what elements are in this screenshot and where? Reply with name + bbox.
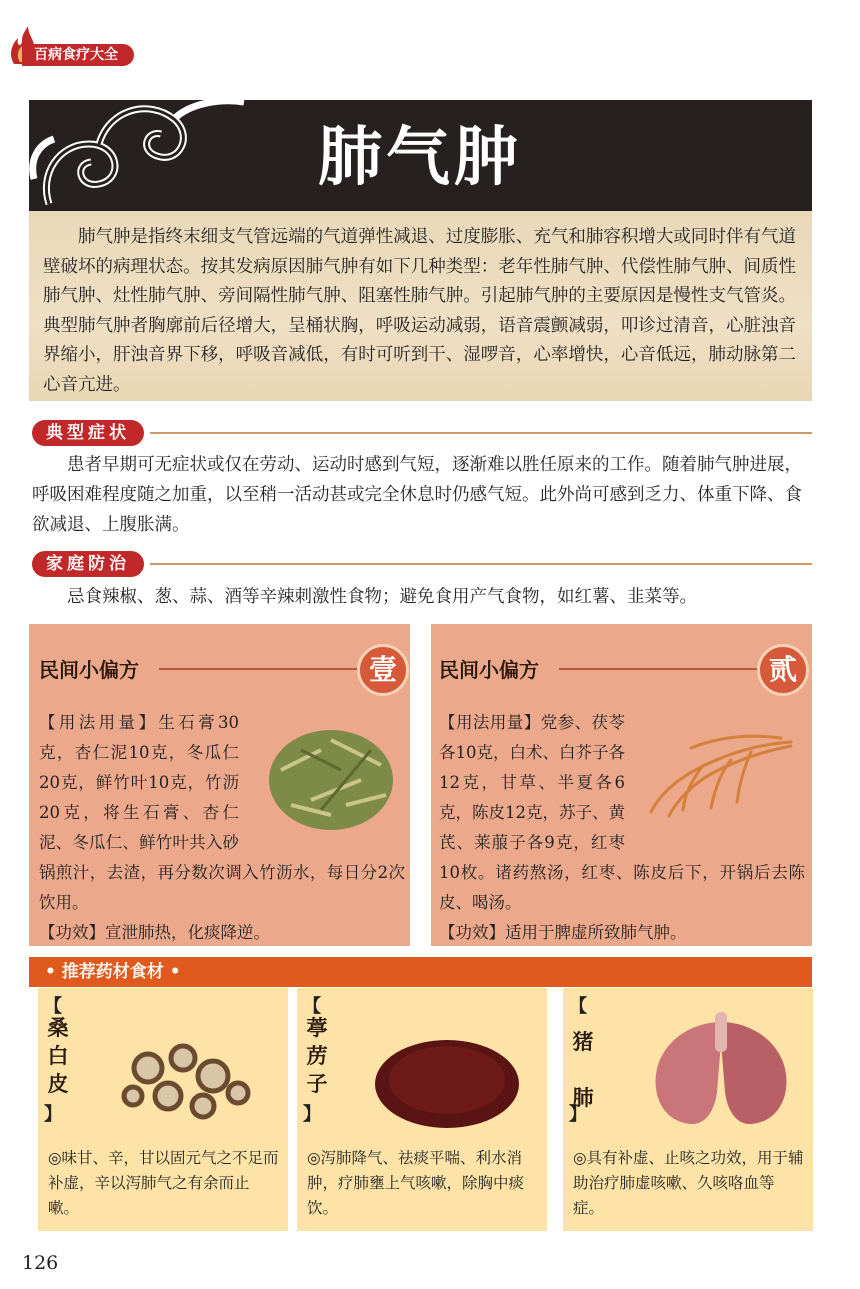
usage-label: 【用法用量】 <box>39 713 159 732</box>
image-wrap-spacer <box>625 708 805 858</box>
pig-lung-icon <box>641 1012 801 1132</box>
symptoms-body: 患者早期可无症状或仅在劳动、运动时感到气短，逐渐难以胜任原来的工作。随着肺气肿进展，呼吸困难程度随之加重，以至稍一活动甚或完全休息时仍感气短。此外尚可感到乏力、体重下降、食欲减退、上腹胀满。 <box>32 455 802 535</box>
effect-label: 【功效】 <box>439 923 505 942</box>
divider <box>559 668 759 670</box>
bracket-top: 【 <box>44 996 62 1017</box>
remedy-card-2 <box>431 624 812 946</box>
recommend-heading: • 推荐药材食材 • <box>29 957 812 987</box>
remedy-card-1 <box>29 624 410 946</box>
herb-desc: ◎味甘、辛，甘以固元气之不足而补虚，辛以泻肺气之有余而止嗽。 <box>48 1149 279 1217</box>
prevention-body: 忌食辣椒、葱、蒜、酒等辛辣刺激性食物；避免食用产气食物，如红薯、韭菜等。 <box>67 587 697 607</box>
image-wrap-spacer <box>239 708 405 858</box>
herb-name: 猪肺 <box>572 1029 594 1110</box>
intro-text: 肺气肿是指终末细支气管远端的气道弹性减退、过度膨胀、充气和肺容积增大或同时伴有气道壁破坏的病理状态。按其发病原因肺气肿有如下几种类型：老年性肺气肿、代偿性肺气肿、间质性肺气肿、灶性肺气肿、旁间隔性肺气肿、阻塞性肺气肿。引起肺气肿的主要原因是慢性支气管炎。典型肺气肿者胸廓前后径增大，呈桶状胸，呼吸运动减弱，语音震颤减弱，叩诊过清音，心脏浊音界缩小，肝浊音界下移，呼吸音减低，有时可听到干、湿啰音，心率增快，心音低远，肺动脉第二心音亢进。 <box>43 227 796 395</box>
remedy-badge: 贰 <box>757 644 809 696</box>
herb-card-3 <box>563 988 813 1231</box>
page-title: 肺气肿 <box>318 121 522 195</box>
remedy-title: 民间小偏方 <box>439 658 539 682</box>
prevention-text <box>32 582 812 612</box>
herb-desc: ◎具有补虚、止咳之功效，用于辅助治疗肺虚咳嗽、久咳咯血等症。 <box>573 1149 804 1217</box>
bracket-bottom: 】 <box>44 1104 62 1125</box>
remedy-title: 民间小偏方 <box>39 658 139 682</box>
divider <box>159 668 359 670</box>
usage-text: 生石膏30克，杏仁泥10克，冬瓜仁20克，鲜竹叶10克，竹沥20克，将生石膏、杏仁泥、冬瓜仁、鲜竹叶共入砂锅煎汁，去渣，再分数次调入竹沥水，每日分2次饮用。 <box>39 713 405 912</box>
bracket-top: 【 <box>569 996 587 1017</box>
divider <box>150 563 812 565</box>
bracket-top: 【 <box>303 996 321 1017</box>
herb-name: 桑白皮 <box>47 1015 69 1096</box>
herb-card-1 <box>38 988 288 1231</box>
herb-name: 葶苈子 <box>306 1015 328 1096</box>
effect-label: 【功效】 <box>39 923 105 942</box>
remedy-usage-text <box>439 708 805 948</box>
bracket-bottom: 】 <box>303 1104 321 1125</box>
series-tag: 百病食疗大全 <box>22 44 134 66</box>
remedy-usage-text <box>39 708 405 948</box>
page-number: 126 <box>22 1252 59 1274</box>
intro-box <box>29 211 812 401</box>
seed-powder-icon <box>367 1024 527 1134</box>
divider <box>150 432 812 434</box>
symptoms-heading: 典型症状 <box>32 420 144 446</box>
effect-text: 宣泄肺热，化痰降逆。 <box>105 923 270 942</box>
effect-text: 适用于脾虚所致肺气肿。 <box>505 923 687 942</box>
usage-label: 【用法用量】 <box>439 713 541 732</box>
symptoms-text <box>32 450 812 540</box>
mulberry-bark-icon <box>108 1018 258 1128</box>
bracket-bottom: 】 <box>569 1104 587 1125</box>
herb-card-2 <box>297 988 547 1231</box>
prevention-heading: 家庭防治 <box>32 551 144 577</box>
remedy-badge: 壹 <box>357 644 409 696</box>
herb-desc: ◎泻肺降气、祛痰平喘、利水消肿，疗肺壅上气咳嗽，除胸中痰饮。 <box>307 1149 525 1217</box>
usage-text: 党参、茯苓各10克，白术、白芥子各12克，甘草、半夏各6克，陈皮12克，苏子、黄芪、莱菔子各9克，红枣10枚。诸药熬汤，红枣、陈皮后下，开锅后去陈皮、喝汤。 <box>439 713 805 912</box>
